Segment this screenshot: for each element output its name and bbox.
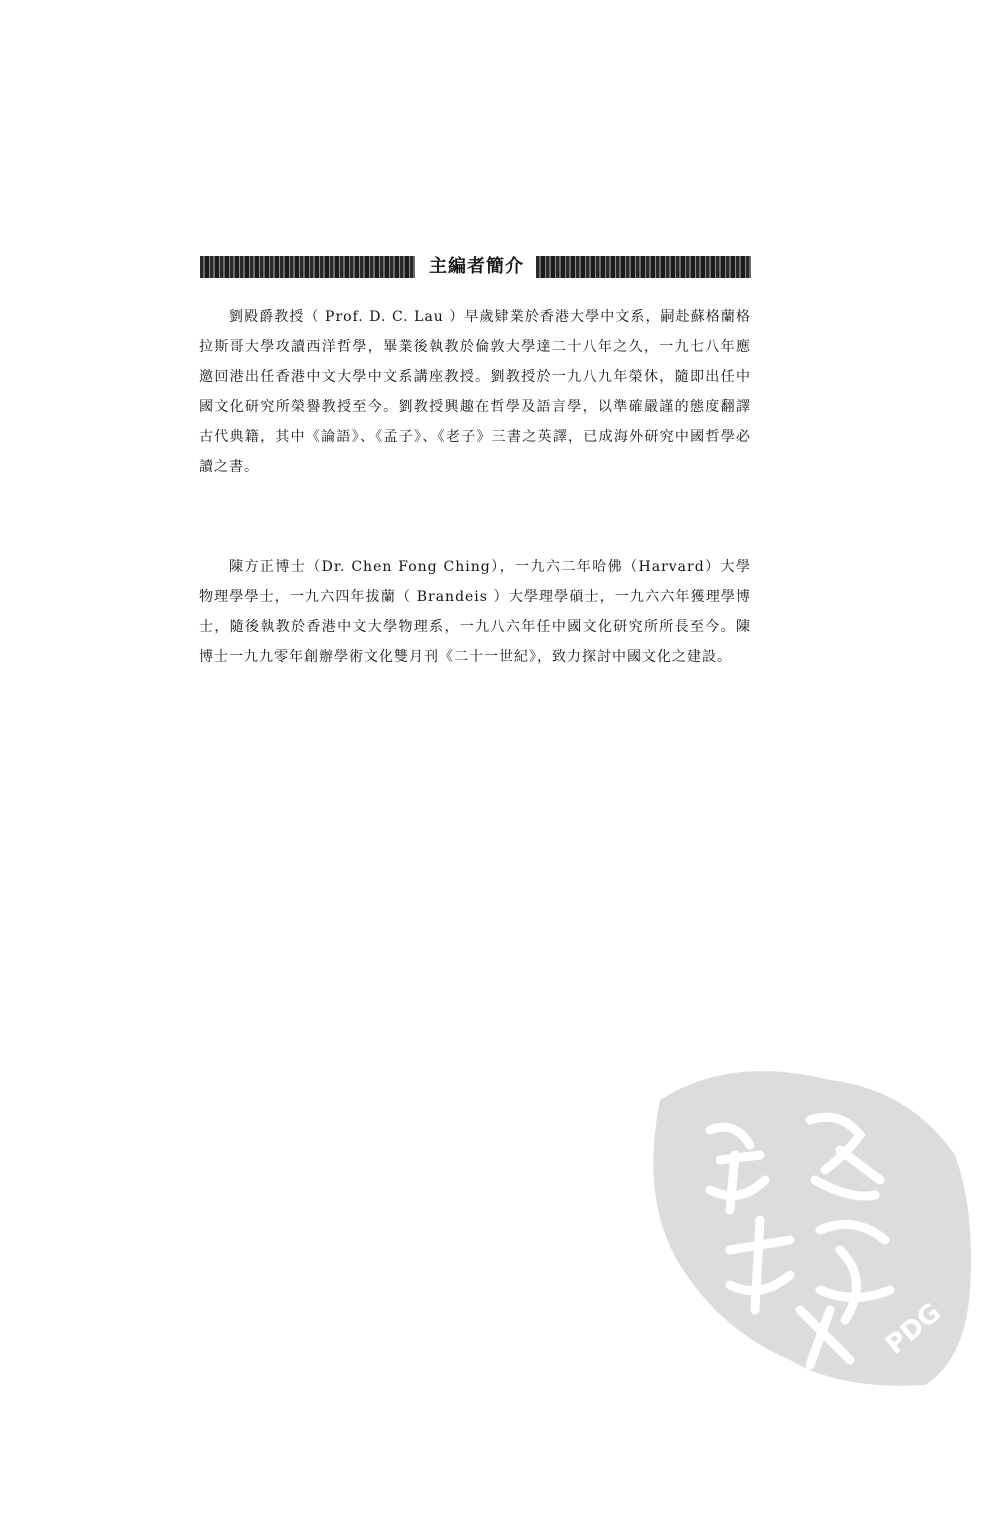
bio-paragraph-lau: 劉殿爵教授（ Prof. D. C. Lau ）早歲肄業於香港大學中文系，嗣赴蘇格蘭格拉斯哥大學攻讀西洋哲學，畢業後執教於倫敦大學達二十八年之久，一九七八年應邀回港出任香港中文大學中文系講座教授。劉教授於一九八九年榮休，隨即出任中國文化研究所榮譽教授至今。劉教授興趣在哲學及語言學，以準確嚴謹的態度翻譯古代典籍，其中《論語》、《孟子》、《老子》三書之英譯，已成海外研究中國哲學必讀之書。 xyxy=(199,309,751,475)
seal-stamp-label: PDG xyxy=(880,1297,947,1361)
section-heading-title: 主編者簡介 xyxy=(429,256,524,277)
section-heading-bar xyxy=(200,254,751,280)
heading-bar-left-decoration xyxy=(200,256,415,278)
seal-stamp-icon xyxy=(640,1060,980,1390)
heading-bar-right-decoration xyxy=(536,256,751,278)
bio-paragraph-chen: 陳方正博士（Dr. Chen Fong Ching），一九六二年哈佛（Harvard）大學物理學學士，一九六四年拔蘭（ Brandeis ）大學理學碩士，一九六六年獲理學博士，隨後執教於香港中文大學物理系，一九八六年任中國文化研究所所長至今。陳博士一九九零年創辦學術文化雙月刊《二十一世紀》，致力探討中國文化之建設。 xyxy=(199,559,751,665)
